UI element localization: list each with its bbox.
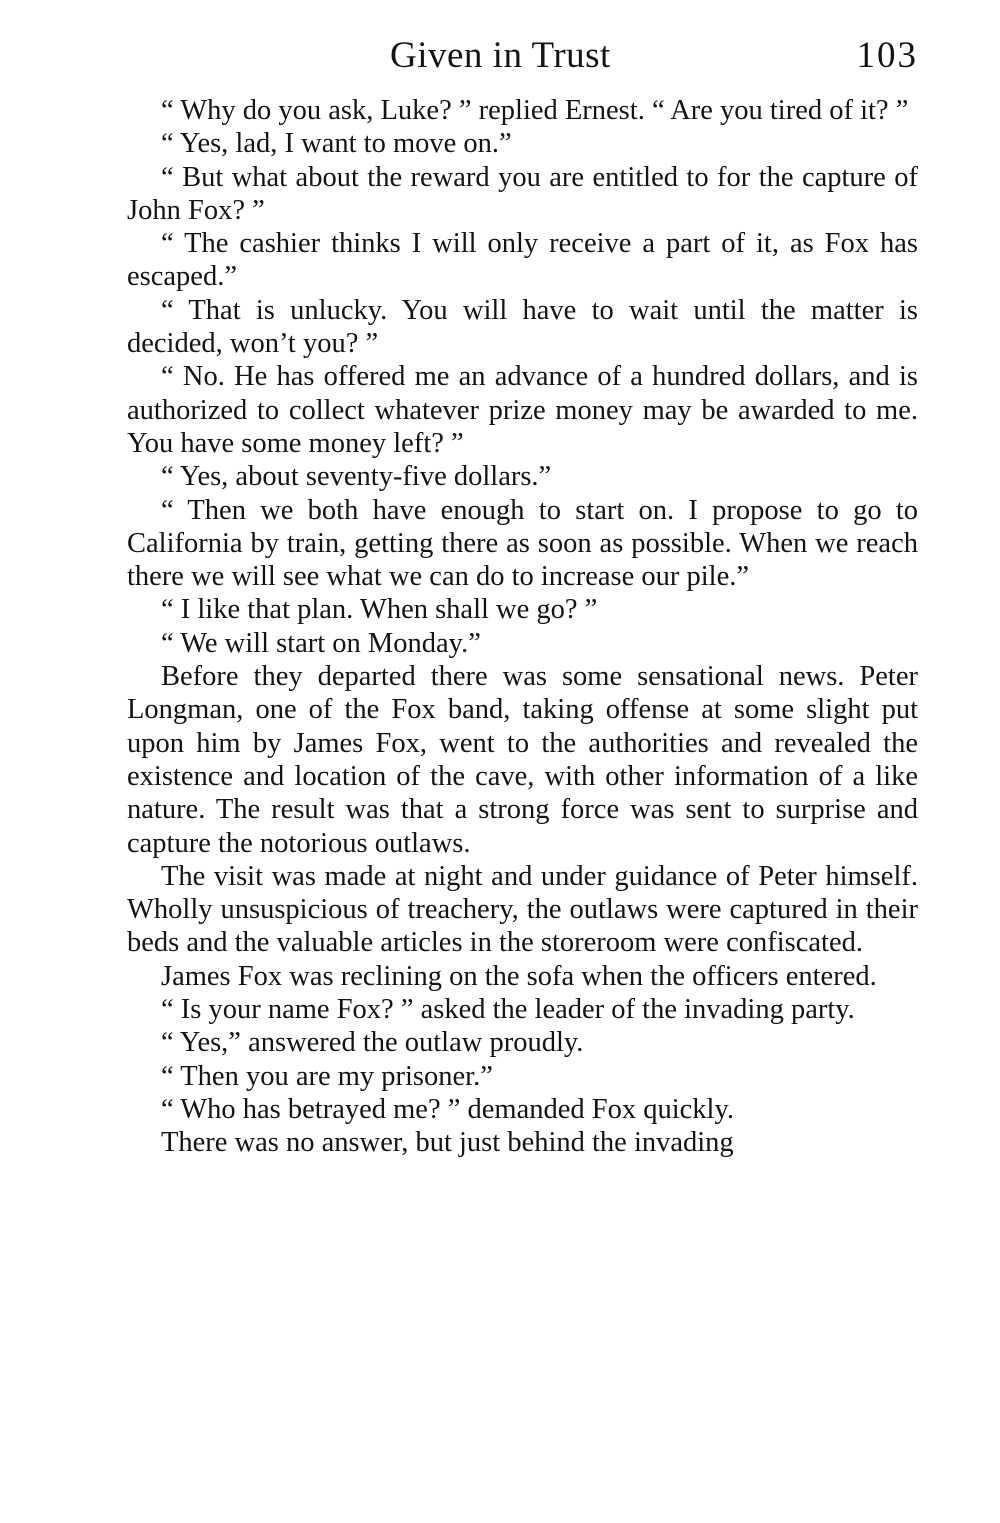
paragraph: “ Then we both have enough to start on. I propose to go to California by train, getting there as soon as possible. When we reach there we will see what we can do to increase our pile.”	[127, 494, 918, 593]
paragraph: “ Why do you ask, Luke? ” replied Ernest. “ Are you tired of it? ”	[161, 95, 909, 126]
paragraph: The visit was made at night and under guidance of Peter himself. Wholly unsuspicious of treachery, the outlaws were captured in their beds and the valuable articles in the storeroom were confiscated.	[127, 860, 918, 959]
page-number: 103	[856, 35, 918, 76]
book-page	[127, 34, 918, 1160]
paragraph: “ I like that plan. When shall we go? ”	[161, 594, 598, 626]
paragraph: James Fox was reclining on the sofa when the officers entered.	[161, 960, 877, 992]
body-text	[127, 94, 918, 1160]
paragraph: “ The cashier thinks I will only receive a part of it, as Fox has escaped.”	[127, 228, 918, 293]
paragraph: “ Yes, lad, I want to move on.”	[161, 128, 512, 160]
paragraph: “ We will start on Monday.”	[161, 627, 481, 659]
paragraph: “ Who has betrayed me? ” demanded Fox quickly.	[161, 1093, 734, 1125]
paragraph: “ Yes, about seventy-five dollars.”	[161, 461, 552, 493]
running-title: Given in Trust	[390, 35, 611, 76]
paragraph: There was no answer, but just behind the invading	[161, 1127, 734, 1159]
paragraph: “ But what about the reward you are entitled to for the capture of John Fox? ”	[127, 161, 918, 226]
paragraph: Before they departed there was some sensational news. Peter Longman, one of the Fox band, taking offense at some slight put upon him by James Fox, went to the authorities and revealed the existence and location of the cave, with other information of a like nature. The result was that a strong force was sent to surprise and capture the notorious outlaws.	[127, 661, 918, 859]
running-header	[127, 34, 918, 94]
paragraph: “ Then you are my prisoner.”	[161, 1060, 493, 1092]
paragraph: “ No. He has offered me an advance of a hundred dollars, and is authorized to collect whatever prize money may be awarded to me. You have some money left? ”	[127, 361, 918, 459]
paragraph: “ Yes,” answered the outlaw proudly.	[161, 1027, 584, 1059]
paragraph: “ That is unlucky. You will have to wait until the matter is decided, won’t you? ”	[127, 294, 918, 360]
paragraph: “ Is your name Fox? ” asked the leader of the invading party.	[161, 994, 855, 1026]
